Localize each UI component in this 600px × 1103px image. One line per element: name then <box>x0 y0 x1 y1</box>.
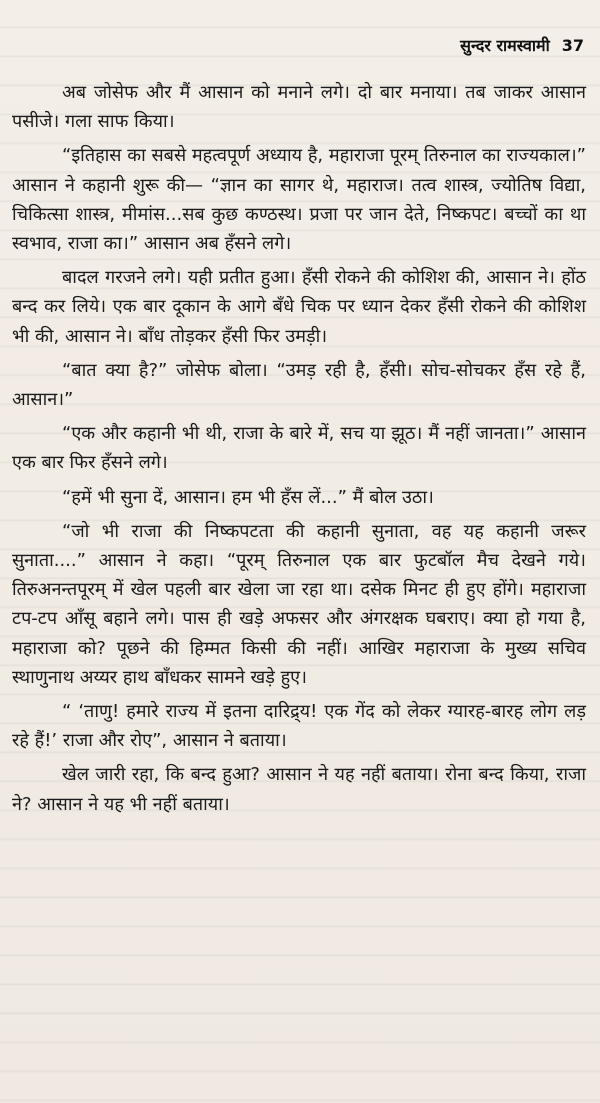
paragraph: खेल जारी रहा, कि बन्द हुआ? आसान ने यह नहीं बताया। रोना बन्द किया, राजा ने? आसान ने यह भी नहीं बताया। <box>12 764 586 815</box>
paragraph: अब जोसेफ और मैं आसान को मनाने लगे। दो बार मनाया। तब जाकर आसान पसीजे। गला साफ किया। <box>12 82 586 133</box>
running-head: सुन्दर रामस्वामी <box>460 36 550 55</box>
paragraph: “ ‘ताणु! हमारे राज्य में इतना दारिद्र्य! एक गेंद को लेकर ग्यारह-बारह लोग लड़ रहे हैं!’ राजा और रोए”, आसान ने बताया। <box>12 701 586 752</box>
page-header <box>460 34 584 56</box>
body-text <box>12 78 586 824</box>
paragraph: बादल गरजने लगे। यही प्रतीत हुआ। हँसी रोकने की कोशिश की, आसान ने। होंठ बन्द कर लिये। एक बार दूकान के आगे बँधे चिक पर ध्यान देकर हँसी रोकने की कोशिश भी की, आसान ने। बाँध तोड़कर हँसी फिर उमड़ी। <box>12 267 586 347</box>
paragraph: “एक और कहानी भी थी, राजा के बारे में, सच या झूठ। मैं नहीं जानता।” आसान एक बार फिर हँसने लगे। <box>12 423 586 474</box>
paragraph: “बात क्या है?” जोसेफ बोला। “उमड़ रही है, हँसी। सोच-सोचकर हँस रहे हैं, आसान।” <box>12 359 586 411</box>
paragraph: “जो भी राजा की निष्कपटता की कहानी सुनाता, वह यह कहानी जरूर सुनाता....” आसान ने कहा। “पूरम् तिरुनाल एक बार फुटबॉल मैच देखने गये। तिरुअनन्तपूरम् में खेल पहली बार खेला जा रहा था। दसेक मिनट ही हुए होंगे। महाराजा टप-टप आँसू बहाने लगे। पास ही खड़े अफसर और अंगरक्षक घबराए। क्या हो गया है, महाराजा को? पूछने की हिम्मत किसी की नहीं। आखिर महाराजा के मुख्य सचिव स्थाणुनाथ अय्यर हाथ बाँधकर सामने खड़े हुए। <box>12 520 586 688</box>
page-number: 37 <box>561 36 584 55</box>
paragraph: “हमें भी सुना दें, आसान। हम भी हँस लें...” मैं बोल उठा। <box>62 486 434 508</box>
paragraph: “इतिहास का सबसे महत्वपूर्ण अध्याय है, महाराजा पूरम् तिरुनाल का राज्यकाल।” आसान ने कहानी शुरू की— “ज्ञान का सागर थे, महाराज। तत्व शास्त्र, ज्योतिष विद्या, चिकित्सा शास्त्र, मीमांस...सब कुछ कण्ठस्थ। प्रजा पर जान देते, निष्कपट। बच्चों का था स्वभाव, राजा का।” आसान अब हँसने लगे। <box>12 145 586 255</box>
